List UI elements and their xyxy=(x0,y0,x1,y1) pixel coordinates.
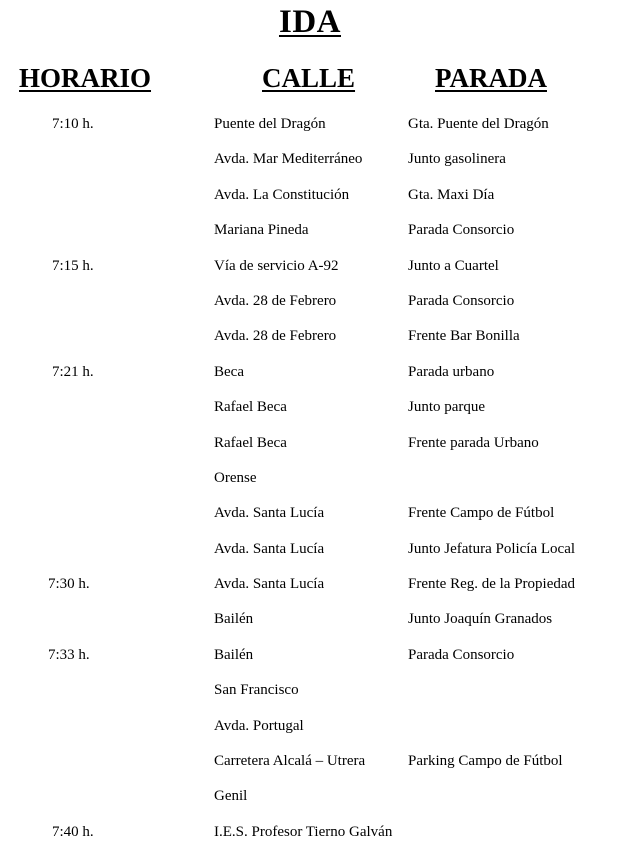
stop-cell: Parking Campo de Fútbol xyxy=(408,753,563,770)
stop-cell: Junto Jefatura Policía Local xyxy=(408,540,576,557)
street-cell: Avda. Mar Mediterráneo xyxy=(214,151,363,168)
table-row xyxy=(0,142,641,177)
street-cell: Carretera Alcalá – Utrera xyxy=(214,753,366,770)
table-row xyxy=(0,709,641,744)
street-cell: Bailén xyxy=(214,646,254,663)
table-row xyxy=(0,319,641,354)
column-header-horario: HORARIO xyxy=(19,63,152,93)
time-cell: 7:21 h. xyxy=(52,363,94,380)
street-cell: Avda. Santa Lucía xyxy=(214,505,325,522)
street-cell: San Francisco xyxy=(214,682,299,699)
street-cell: Avda. 28 de Febrero xyxy=(214,292,337,309)
stop-cell: Frente Reg. de la Propiedad xyxy=(408,576,576,593)
table-row xyxy=(0,355,641,390)
time-cell: 7:10 h. xyxy=(52,116,94,132)
table-row xyxy=(0,567,641,602)
table-row xyxy=(0,532,641,567)
table-row xyxy=(0,744,641,779)
street-cell: Avda. Santa Lucía xyxy=(214,540,325,557)
table-row xyxy=(0,426,641,461)
table-row xyxy=(0,496,641,531)
street-cell: I.E.S. Profesor Tierno Galván xyxy=(214,823,393,840)
street-cell: Beca xyxy=(214,363,244,380)
street-cell: Genil xyxy=(214,788,248,805)
table-row xyxy=(0,461,641,496)
column-header-calle: CALLE xyxy=(262,63,356,93)
table-row xyxy=(0,602,641,637)
street-cell: Puente del Dragón xyxy=(214,116,326,132)
street-cell: Avda. Santa Lucía xyxy=(214,576,325,593)
street-cell: Rafael Beca xyxy=(214,434,287,451)
stop-cell: Gta. Puente del Dragón xyxy=(408,116,549,132)
table-row xyxy=(0,815,641,850)
stop-cell: Parada Consorcio xyxy=(408,222,515,239)
table-row xyxy=(0,390,641,425)
stop-cell: Parada Consorcio xyxy=(408,292,515,309)
page-title: IDA xyxy=(278,4,341,40)
street-cell: Avda. Portugal xyxy=(214,717,304,734)
column-header-parada: PARADA xyxy=(435,63,547,93)
street-cell: Orense xyxy=(214,469,257,486)
street-cell: Avda. 28 de Febrero xyxy=(214,328,337,345)
stop-cell: Junto Joaquín Granados xyxy=(408,611,553,628)
stop-cell: Frente Bar Bonilla xyxy=(408,328,520,345)
stop-cell: Junto parque xyxy=(408,399,486,416)
schedule-table xyxy=(0,107,641,850)
street-cell: Bailén xyxy=(214,611,254,628)
stop-cell: Frente Campo de Fútbol xyxy=(408,505,555,522)
stop-cell: Gta. Maxi Día xyxy=(408,186,495,203)
stop-cell: Parada Consorcio xyxy=(408,646,515,663)
table-row xyxy=(0,249,641,284)
street-cell: Rafael Beca xyxy=(214,399,287,416)
table-row xyxy=(0,779,641,814)
table-row xyxy=(0,284,641,319)
stop-cell: Junto a Cuartel xyxy=(408,257,499,274)
street-cell: Vía de servicio A-92 xyxy=(214,257,339,274)
street-cell: Avda. La Constitución xyxy=(214,186,350,203)
stop-cell: Frente parada Urbano xyxy=(408,434,539,451)
time-cell: 7:30 h. xyxy=(48,576,90,593)
time-cell: 7:15 h. xyxy=(52,257,94,274)
table-row xyxy=(0,107,641,142)
stop-cell: Junto gasolinera xyxy=(408,151,506,168)
time-cell: 7:40 h. xyxy=(52,823,94,840)
street-cell: Mariana Pineda xyxy=(214,222,309,239)
stop-cell: Parada urbano xyxy=(408,363,495,380)
table-row xyxy=(0,178,641,213)
table-row xyxy=(0,673,641,708)
time-cell: 7:33 h. xyxy=(48,646,90,663)
table-row xyxy=(0,213,641,248)
table-row xyxy=(0,638,641,673)
